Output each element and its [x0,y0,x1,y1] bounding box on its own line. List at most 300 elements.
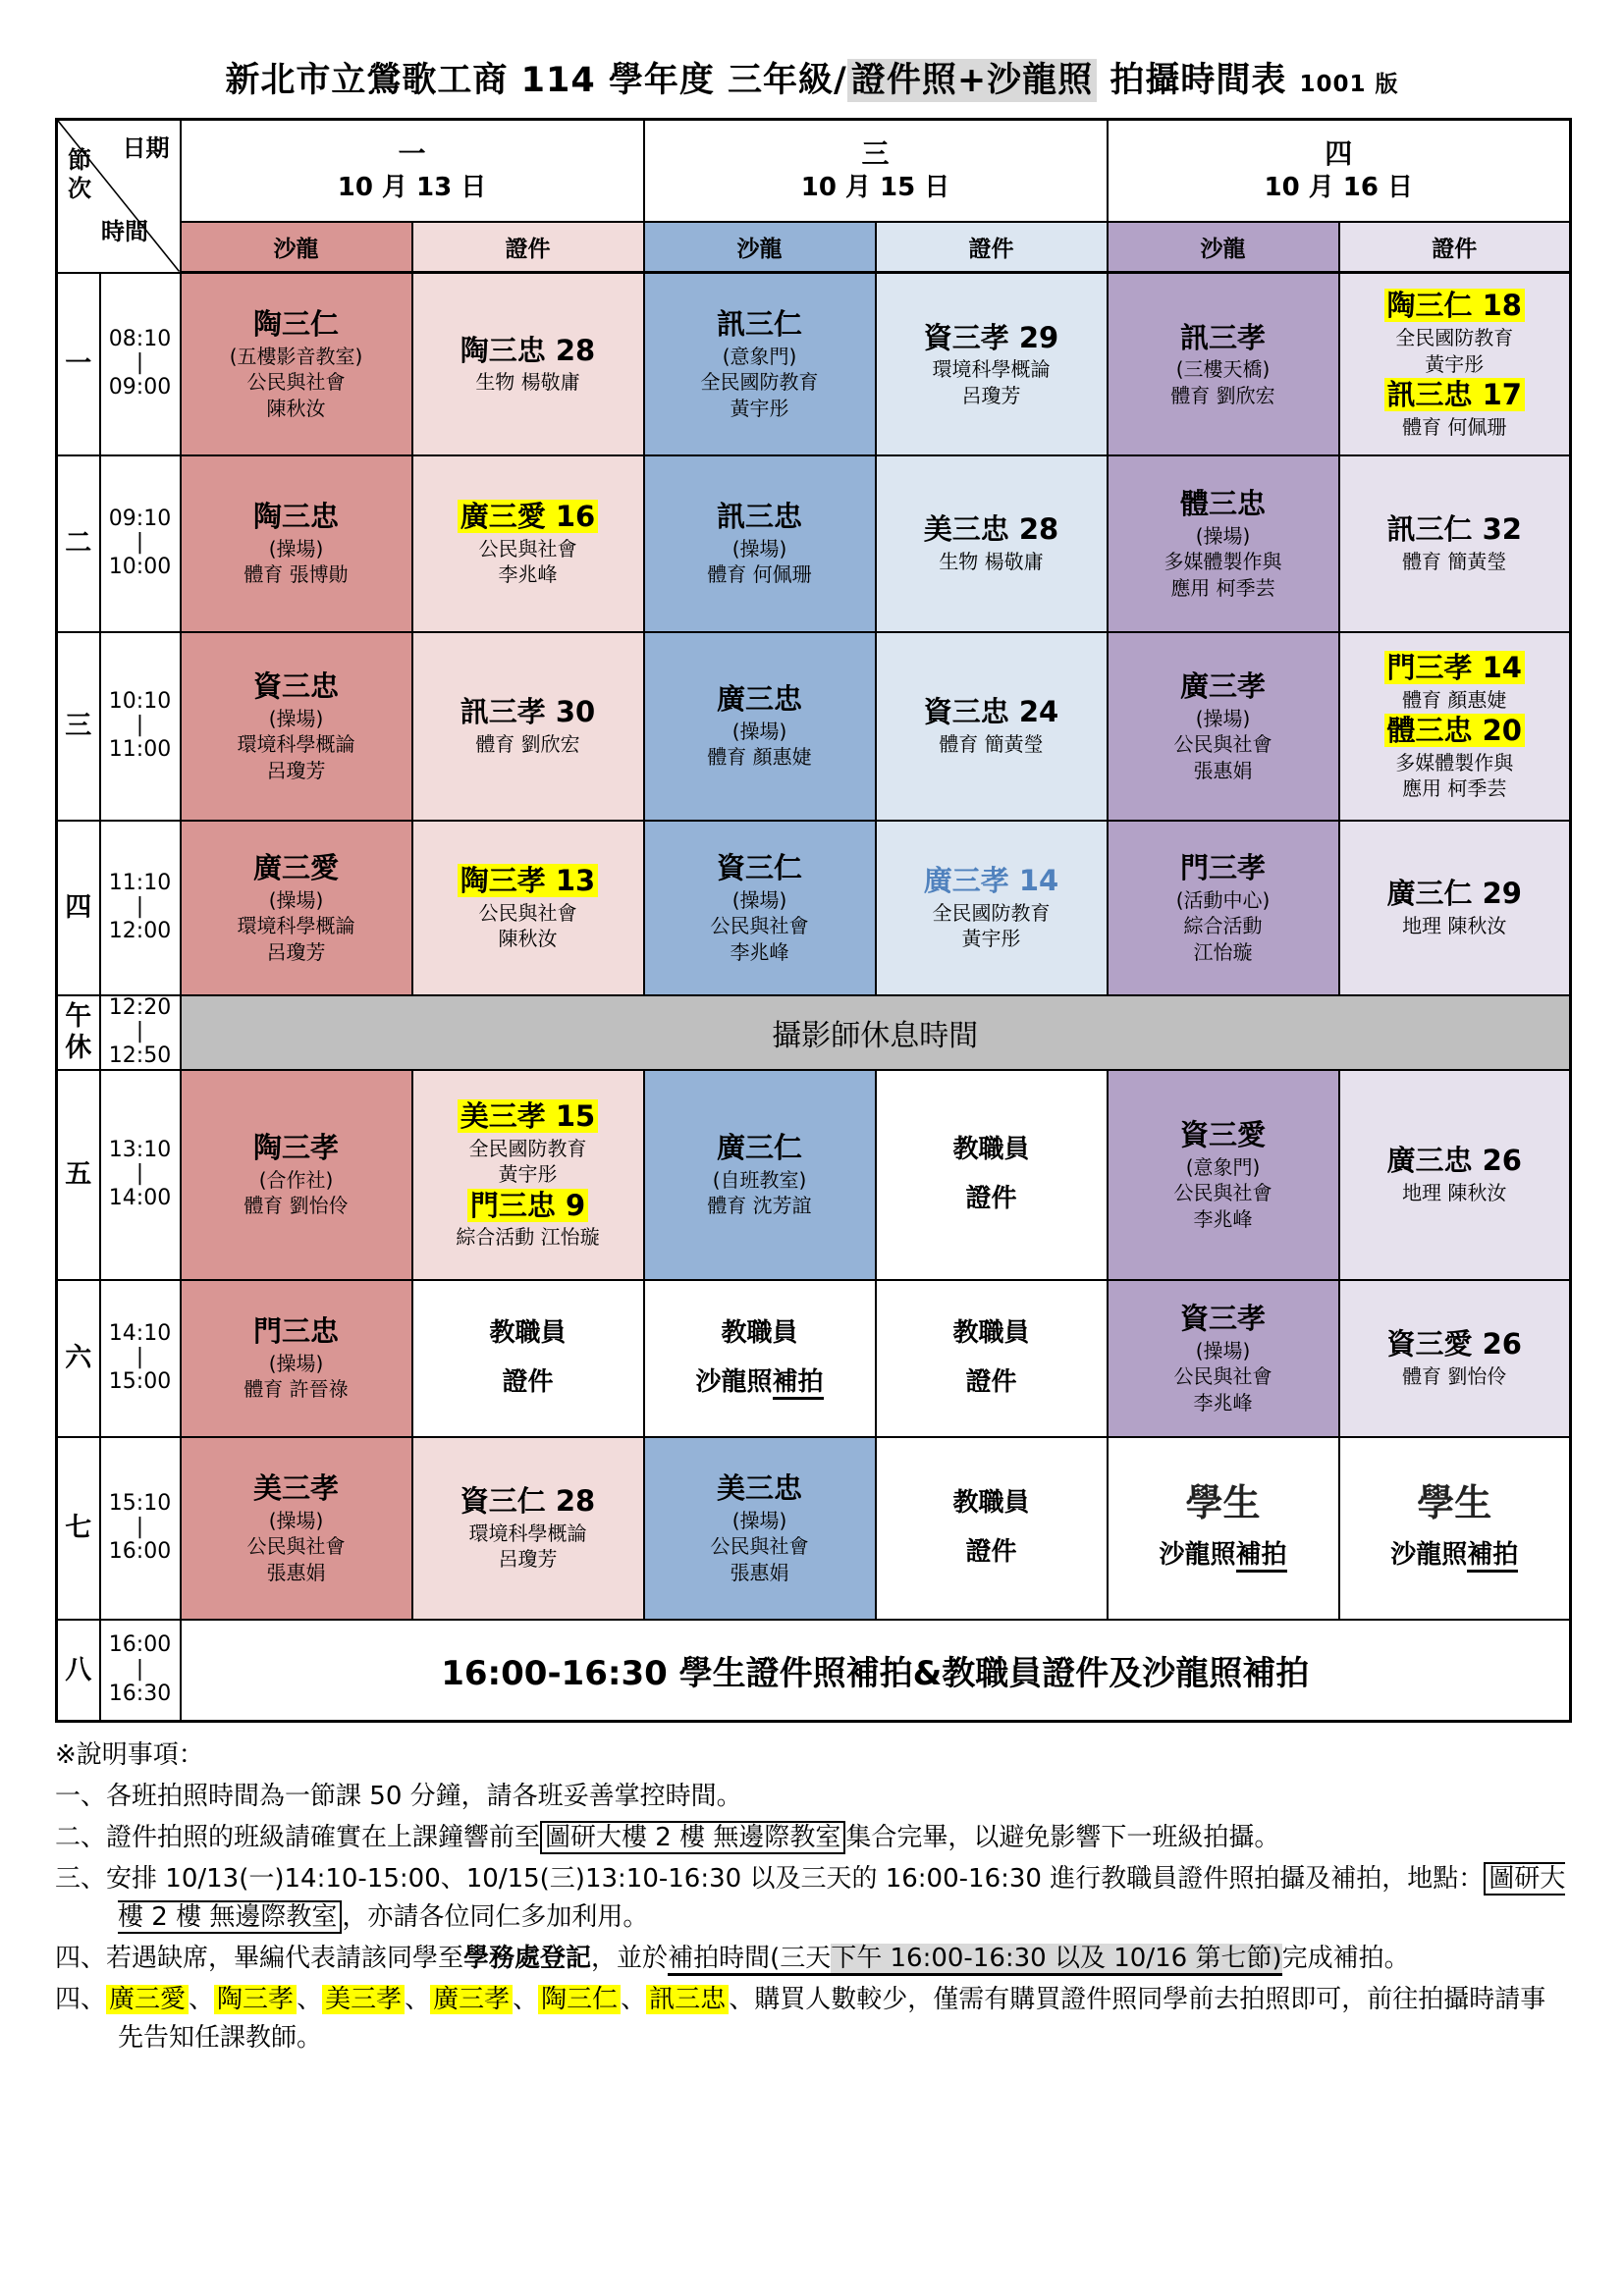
cell-line: (操場) [1195,1338,1251,1362]
note-text: ，並於 [591,1944,669,1973]
schedule-cell [876,632,1108,821]
cell-line: 體育 顏惠婕 [707,745,812,770]
cell-line: 教職員 [952,1318,1030,1349]
cell-line [1342,650,1568,687]
corner-label-date: 日期 [122,134,170,162]
schedule-cell [181,1437,412,1620]
cell-line: 公民與社會 [1173,1181,1272,1205]
cell-line: 體育 何佩珊 [707,562,812,587]
highlighted-text: 陶三孝 13 [458,864,598,897]
schedule-row [57,455,1571,632]
note-text: 下午 16:00-16:30 以及 10/16 第七節) [831,1944,1281,1976]
schedule-row [57,1070,1571,1280]
schedule-row [57,632,1571,821]
class-highlighted-text: 陶三仁 [538,1985,621,2014]
cell-line: 江怡璇 [1193,939,1253,964]
cell-line: 訊三孝 30 [460,695,596,729]
cell-line: 呂瓊芳 [266,939,326,964]
note-number: 四、 [55,1944,107,1973]
schedule-cell [644,632,876,821]
cell-line: 陶三忠 28 [460,333,596,367]
cell-line: 資三忠 [252,669,339,704]
cell-line: 陳秋汝 [266,396,326,420]
cell-line: 資三愛 26 [1386,1327,1522,1362]
schedule-row [57,273,1571,455]
class-highlighted-text: 美三孝 [322,1985,405,2014]
highlighted-text: 門三忠 9 [467,1189,588,1222]
schedule-cell [181,632,412,821]
note-text: 集合完畢，以避免影響下一班級拍攝。 [845,1823,1280,1852]
cell-line: 黃宇彤 [730,396,789,420]
header-row-types [57,222,1571,273]
cell-line: 張惠娟 [1193,758,1253,782]
time-end: 14:00 [108,1185,172,1210]
cell-line: 全民國防教育 [1395,326,1514,350]
cell-line: 黃宇彤 [961,927,1021,951]
time-start: 08:10 [108,326,172,351]
text-segment: 沙龍照 [695,1366,773,1397]
cell-line: 資三仁 [716,851,802,885]
note-text: 證件拍照的班級請確實在上課鐘響前至 [106,1823,541,1852]
highlighted-text: 陶三仁 18 [1384,289,1525,322]
time-cell [100,1437,181,1620]
schedule-cell [1108,455,1339,632]
cell-line: 綜合活動 江怡璇 [456,1225,600,1250]
cell-line: 全民國防教育 [468,1136,587,1160]
time-end: 09:00 [108,374,172,400]
cell-line [1110,1531,1336,1579]
cell-line: 資三孝 29 [923,320,1059,354]
cell-line: 訊三仁 [716,307,802,342]
schedule-cell [876,1070,1108,1280]
schedule-cell [412,1280,644,1437]
cell-line: (操場) [268,887,324,912]
schedule-table [55,118,1572,1723]
cell-line: (意象門) [722,345,797,368]
cell-line [1342,377,1568,414]
cell-line: (操場) [268,1351,324,1375]
period-cell: 四 [57,821,100,995]
cell-line: 綜合活動 [1183,914,1263,938]
cell-line: 環境科學概論 [932,357,1051,382]
cell-line: 地理 陳秋汝 [1402,1181,1507,1205]
time-start: 13:10 [108,1137,172,1162]
class-highlighted-text: 訊三忠 [646,1985,729,2014]
notes-section [55,1736,1569,2057]
schedule-cell [1108,1070,1339,1280]
corner-cell [57,120,181,273]
time-separator: | [135,1345,144,1370]
time-start: 14:10 [108,1320,172,1346]
time-end: 16:30 [108,1681,172,1706]
cell-line: (操場) [1195,706,1251,730]
schedule-cell [181,821,412,995]
cell-line: 李兆峰 [498,562,558,587]
cell-line [879,863,1105,900]
note-text: ，亦請各位同仁多加利用。 [342,1902,649,1932]
cell-line: 教職員 [489,1318,567,1349]
cell-line: (操場) [1195,523,1251,548]
cell-line: 陶三忠 [252,500,339,534]
time-start: 12:20 [108,994,172,1020]
cell-line: 美三孝 [252,1471,339,1506]
note-text: 學務處登記 [463,1944,592,1973]
schedule-row [57,821,1571,995]
schedule-cell [1339,1070,1571,1280]
schedule-cell [1339,273,1571,455]
day-weekday: 一 [398,136,426,170]
note-text: 、 [513,1985,539,2014]
cell-line [1342,288,1568,325]
text-segment: 補拍 [1236,1540,1287,1573]
period-cell: 午休 [57,995,100,1070]
note-text: 補拍時間(三天 [668,1944,831,1976]
time-separator: | [135,713,144,738]
cell-line: 體育 張博勛 [244,562,349,587]
period-cell: 六 [57,1280,100,1437]
schedule-cell [1108,273,1339,455]
note-item [55,1981,1569,2057]
cell-line: 全民國防教育 [932,900,1051,925]
page-title [55,53,1569,102]
cell-line: (合作社) [258,1167,334,1192]
time-cell [100,1280,181,1437]
text-segment: 補拍 [1467,1540,1518,1573]
cell-line: (操場) [731,719,787,743]
subheader-cell: 沙龍 [644,222,876,273]
note-item [55,1819,1569,1857]
subheader-cell: 證件 [412,222,644,273]
note-item [55,1860,1569,1937]
period-cell: 一 [57,273,100,455]
cell-line: 訊三仁 32 [1386,512,1522,547]
class-highlighted-text: 廣三孝 [430,1985,513,2014]
cell-line: 體三忠 [1179,487,1266,521]
period-cell: 五 [57,1070,100,1280]
note-text: 、 [189,1985,215,2014]
cell-line: 教職員 [952,1488,1030,1519]
title-suffix: 拍攝時間表 [1097,61,1287,100]
cell-line: 資三忠 24 [923,695,1059,729]
corner-label-period: 節次 [68,146,91,202]
schedule-cell [412,455,644,632]
schedule-cell [644,1280,876,1437]
schedule-cell [876,455,1108,632]
subheader-cell: 證件 [876,222,1108,273]
schedule-row [57,1437,1571,1620]
cell-line: 廣三忠 [716,682,802,717]
time-cell [100,455,181,632]
cell-line: 呂瓊芳 [266,758,326,782]
cell-line [647,1359,873,1407]
highlighted-text: 廣三愛 16 [458,500,598,533]
cell-line: 呂瓊芳 [498,1547,558,1572]
schedule-cell [1339,632,1571,821]
highlighted-text: 訊三忠 17 [1384,378,1525,411]
cell-line: (自班教室) [712,1167,807,1192]
cell-line: (三樓天橋) [1175,357,1271,382]
period-cell: 二 [57,455,100,632]
time-cell [100,1620,181,1722]
schedule-cell [644,273,876,455]
cell-line: 環境科學概論 [237,914,355,938]
cell-line: 教職員 [952,1135,1030,1165]
subheader-cell: 沙龍 [1108,222,1339,273]
cell-line: 地理 陳秋汝 [1402,914,1507,938]
schedule-cell [876,821,1108,995]
cell-line: 公民與社會 [478,900,577,925]
cell-line: 陳秋汝 [498,927,558,951]
note-item [55,1940,1569,1978]
cell-line: 陶三孝 [252,1131,339,1165]
cell-line: 呂瓊芳 [961,383,1021,407]
cell-line: 資三愛 [1179,1118,1266,1152]
note-text: 、 [405,1985,431,2014]
schedule-cell [1339,821,1571,995]
cell-line: 證件 [965,1183,1017,1213]
text-segment: 沙龍照 [1390,1540,1468,1571]
cell-line: 張惠娟 [730,1560,789,1584]
cell-line: (操場) [268,536,324,561]
cell-line: 公民與社會 [1173,732,1272,757]
time-end: 11:00 [108,736,172,762]
cell-line: 公民與社會 [1173,1364,1272,1389]
cell-line [415,1098,641,1136]
cell-line: 體育 簡黃瑩 [1402,550,1507,574]
cell-line: 廣三忠 26 [1386,1144,1522,1178]
cell-line: 多媒體製作與 [1164,550,1282,574]
schedule-cell [412,273,644,455]
cell-line: 環境科學概論 [237,732,355,757]
cell-line: (操場) [268,1508,324,1532]
period-cell: 七 [57,1437,100,1620]
cell-line: 環境科學概論 [468,1521,587,1545]
schedule-cell [1339,1437,1571,1620]
title-highlighted-text: 證件照+沙龍照 [847,59,1097,102]
note-number: 四、 [55,1985,107,2014]
schedule-cell [1339,1280,1571,1437]
cell-line: 陶三仁 [252,307,339,342]
location-boxed-text: 圖研大樓 2 樓 無邊際教室 [118,1864,1566,1932]
day-date: 10 月 13 日 [337,173,487,203]
time-cell [100,273,181,455]
location-boxed-text: 圖研大樓 2 樓 無邊際教室 [540,1821,845,1854]
cell-line: 廣三愛 [252,851,339,885]
cell-line: 廣三孝 [1179,669,1266,704]
cell-line: 美三忠 28 [923,512,1059,547]
cell-line: 張惠娟 [266,1560,326,1584]
cell-line: (操場) [731,1508,787,1532]
time-start: 09:10 [108,506,172,531]
text-segment: 廣三孝 14 [923,864,1059,898]
span-cell: 攝影師休息時間 [181,995,1571,1070]
cell-line: 體育 顏惠婕 [1402,687,1507,712]
schedule-cell [412,821,644,995]
subheader-cell: 證件 [1339,222,1571,273]
cell-line: 多媒體製作與 [1395,750,1514,774]
cell-line: 體育 劉怡伶 [244,1194,349,1218]
cell-line: 公民與社會 [478,536,577,561]
cell-line: (操場) [731,536,787,561]
period-cell: 八 [57,1620,100,1722]
cell-line: 應用 柯季芸 [1402,776,1507,801]
note-number: 三、 [55,1864,107,1894]
cell-line: 公民與社會 [246,370,346,395]
cell-line: 訊三忠 [716,500,802,534]
cell-line: 證件 [965,1536,1017,1567]
time-start: 16:00 [108,1632,172,1658]
time-separator: | [135,350,144,376]
schedule-cell [412,1070,644,1280]
schedule-row [57,995,1571,1070]
highlighted-text: 美三孝 15 [458,1099,598,1133]
time-end: 12:00 [108,918,172,943]
cell-line: 訊三孝 [1179,320,1266,354]
cell-line: 體育 沈芳誼 [707,1194,812,1218]
note-text: 各班拍照時間為一節課 50 分鐘，請各班妥善掌控時間。 [106,1782,742,1811]
cell-line: 門三孝 [1179,851,1266,885]
cell-line: 全民國防教育 [700,370,819,395]
text-segment: 沙龍照 [1159,1540,1236,1571]
time-separator: | [135,894,144,920]
highlighted-text: 門三孝 14 [1384,651,1525,684]
cell-line: 黃宇彤 [498,1162,558,1187]
notes-list [55,1778,1569,2057]
title-version: 1001 版 [1299,72,1399,97]
schedule-cell [181,455,412,632]
class-highlighted-text: 陶三孝 [214,1985,297,2014]
cell-line [415,1188,641,1225]
schedule-cell [412,1437,644,1620]
subheader-cell: 沙龍 [181,222,412,273]
period-cell: 三 [57,632,100,821]
cell-line: (活動中心) [1175,887,1271,912]
title-prefix: 新北市立鶯歌工商 114 學年度 三年級/ [225,61,847,100]
note-number: 二、 [55,1823,107,1852]
time-end: 15:00 [108,1368,172,1394]
header-row-days [57,120,1571,222]
notes-heading: ※說明事項： [55,1740,204,1770]
schedule-cell [1108,1437,1339,1620]
cell-line: 證件 [965,1366,1017,1397]
time-separator: | [135,530,144,556]
cell-line: 李兆峰 [1193,1390,1253,1415]
cell-line: 體育 何佩珊 [1402,414,1507,439]
highlighted-text: 體三忠 20 [1384,714,1525,747]
cell-line: 黃宇彤 [1425,351,1485,376]
time-cell [100,632,181,821]
cell-line: (五樓影音教室) [229,345,363,368]
cell-line: 廣三仁 29 [1386,877,1522,911]
cell-line: 公民與社會 [246,1534,346,1559]
day-weekday: 三 [861,136,890,170]
schedule-cell [1108,821,1339,995]
cell-line: 體育 劉怡伶 [1402,1364,1507,1389]
note-text: 完成補拍。 [1281,1944,1410,1973]
corner-label-time: 時間 [101,217,148,245]
day-header-2 [644,120,1108,222]
schedule-row [57,1620,1571,1722]
span-cell: 16:00-16:30 學生證件照補拍&教職員證件及沙龍照補拍 [181,1620,1571,1722]
cell-line: 資三孝 [1179,1302,1266,1336]
time-start: 10:10 [108,688,172,714]
cell-line: 體育 簡黃瑩 [939,732,1044,757]
cell-line [415,499,641,536]
schedule-cell [1339,455,1571,632]
schedule-cell [876,273,1108,455]
cell-line: 李兆峰 [730,939,789,964]
schedule-cell [644,821,876,995]
cell-line: 李兆峰 [1193,1206,1253,1231]
schedule-cell [1108,632,1339,821]
cell-line [1342,1531,1568,1579]
day-weekday: 四 [1325,136,1353,170]
time-cell [100,995,181,1070]
cell-line: 學生 [1417,1481,1492,1525]
cell-line: 門三忠 [252,1314,339,1349]
cell-line [415,863,641,900]
cell-line: (意象門) [1185,1154,1261,1179]
note-text: 若遇缺席，畢編代表請該同學至 [106,1944,464,1973]
schedule-cell [644,1437,876,1620]
schedule-cell [412,632,644,821]
class-highlighted-text: 廣三愛 [106,1985,189,2014]
day-header-1 [181,120,644,222]
time-start: 11:10 [108,870,172,895]
day-date: 10 月 15 日 [800,173,950,203]
schedule-cell [181,273,412,455]
schedule-cell [181,1280,412,1437]
schedule-cell [644,1070,876,1280]
cell-line: 廣三仁 [716,1131,802,1165]
cell-line: 教職員 [721,1318,798,1349]
note-number: 一、 [55,1782,107,1811]
time-end: 12:50 [108,1042,172,1068]
cell-line: 證件 [502,1366,554,1397]
cell-line: 生物 楊敬庸 [939,550,1044,574]
time-separator: | [135,1515,144,1540]
schedule-cell [1108,1280,1339,1437]
cell-line: (操場) [268,706,324,730]
schedule-table-body [57,120,1571,1722]
cell-line: 體育 許晉祿 [244,1377,349,1402]
time-separator: | [135,1019,144,1044]
note-item [55,1778,1569,1816]
cell-line: 公民與社會 [710,914,809,938]
note-text: 、 [621,1985,647,2014]
cell-line: 體育 劉欣宏 [1170,383,1275,407]
schedule-row [57,1280,1571,1437]
time-cell [100,821,181,995]
cell-line: 公民與社會 [710,1534,809,1559]
day-date: 10 月 16 日 [1264,173,1414,203]
note-text: 安排 10/13(一)14:10-15:00、10/15(三)13:10-16:30 以及三天的 16:00-16:30 進行教職員證件照拍攝及補拍，地點： [106,1864,1485,1894]
time-separator: | [135,1656,144,1682]
cell-line: 美三忠 [716,1471,802,1506]
time-cell [100,1070,181,1280]
time-start: 15:10 [108,1490,172,1516]
cell-line: 體育 劉欣宏 [475,732,580,757]
time-end: 16:00 [108,1538,172,1564]
time-end: 10:00 [108,554,172,579]
time-separator: | [135,1161,144,1187]
text-segment: 補拍 [773,1367,824,1400]
cell-line [1342,713,1568,750]
schedule-cell [181,1070,412,1280]
cell-line: 學生 [1185,1481,1261,1525]
note-text: 、購買人數較少，僅需有購買證件照同學前去拍照即可，前往拍攝時請事先告知任課教師。 [118,1985,1546,2053]
cell-line: 應用 柯季芸 [1170,575,1275,600]
